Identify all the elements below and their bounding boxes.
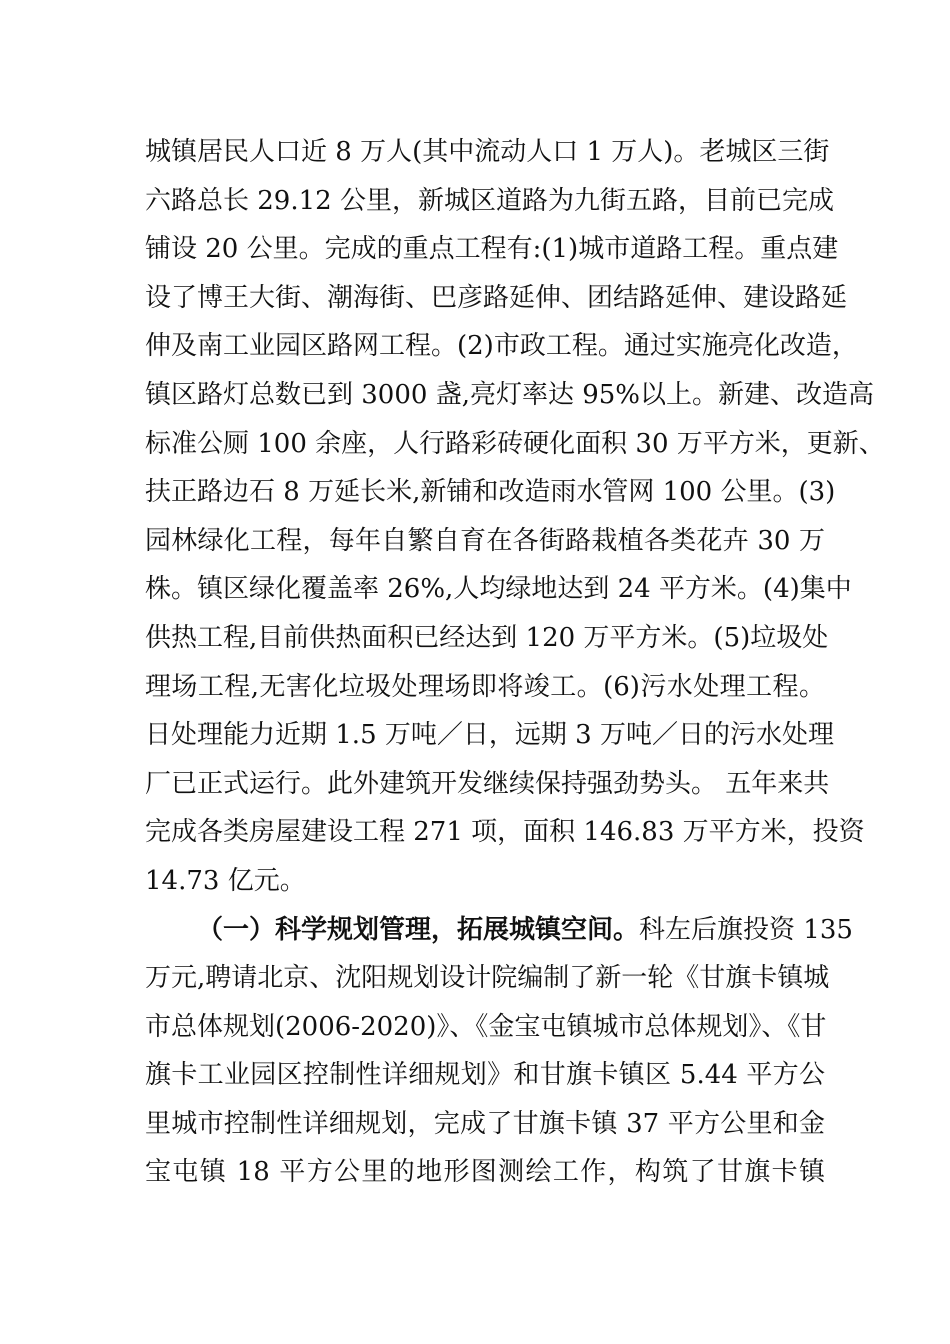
document-body <box>145 128 885 1197</box>
text-line <box>145 906 853 955</box>
text-line: 六路总长 29.12 公里，新城区道路为九街五路，目前已完成 <box>145 185 834 216</box>
text-line: 旗卡工业园区控制性详细规划》和甘旗卡镇区 5.44 平方公 <box>145 1060 825 1091</box>
paragraph-1 <box>145 128 885 906</box>
text-line: 万元,聘请北京、沈阳规划设计院编制了新一轮《甘旗卡镇城 <box>145 963 830 994</box>
paragraph-2 <box>145 906 853 1198</box>
text-line: 株。镇区绿化覆盖率 26%,人均绿地达到 24 平方米。(4)集中 <box>145 574 852 605</box>
text-line: 厂已正式运行。此外建筑开发继续保持强劲势头。 五年来共 <box>145 768 830 799</box>
text-line: 伸及南工业园区路网工程。(2)市政工程。通过实施亮化改造， <box>145 331 858 362</box>
text-line: 标准公厕 100 余座，人行路彩砖硬化面积 30 万平方米，更新、 <box>145 428 885 459</box>
text-line: 供热工程,目前供热面积已经达到 120 万平方米。(5)垃圾处 <box>145 622 829 653</box>
section-heading: （一）科学规划管理，拓展城镇空间。 <box>197 914 640 945</box>
text-line: 市总体规划(2006-2020)》、《金宝屯镇城市总体规划》、《甘 <box>145 1011 827 1042</box>
text-line: 园林绿化工程，每年自繁自育在各街路栽植各类花卉 30 万 <box>145 525 825 556</box>
text-line: 扶正路边石 8 万延长米,新铺和改造雨水管网 100 公里。(3) <box>145 477 836 508</box>
text-line: 镇区路灯总数已到 3000 盏,亮灯率达 95%以上。新建、改造高 <box>145 379 875 410</box>
text-line: 设了博王大街、潮海街、巴彦路延伸、团结路延伸、建设路延 <box>145 282 848 313</box>
text-line: 铺设 20 公里。完成的重点工程有:(1)城市道路工程。重点建 <box>145 234 839 265</box>
text-line: 日处理能力近期 1.5 万吨／日，远期 3 万吨／日的污水处理 <box>145 720 834 751</box>
text-line: 里城市控制性详细规划，完成了甘旗卡镇 37 平方公里和金 <box>145 1108 825 1139</box>
text-line: 14.73 亿元。 <box>145 865 306 896</box>
text-line: 理场工程,无害化垃圾处理场即将竣工。(6)污水处理工程。 <box>145 671 825 702</box>
heading-line-text: 科左后旗投资 135 <box>639 914 853 945</box>
text-line: 完成各类房屋建设工程 271 项，面积 146.83 万平方米，投资 <box>145 817 865 848</box>
text-line: 城镇居民人口近 8 万人(其中流动人口 1 万人)。老城区三街 <box>145 137 830 167</box>
text-line: 宝屯镇 18 平方公里的地形图测绘工作，构筑了甘旗卡镇 <box>145 1157 825 1188</box>
